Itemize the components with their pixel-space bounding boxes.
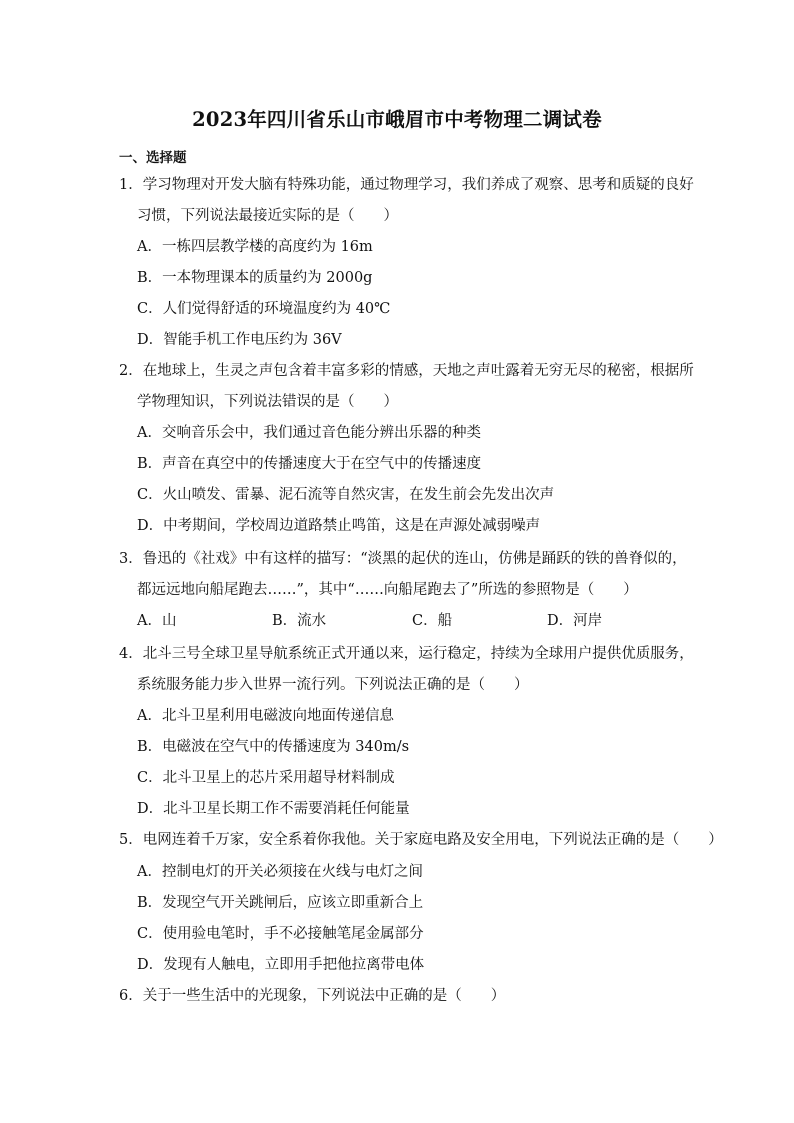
question-4-text-cont: 系统服务能力步入世界一流行列。下列说法正确的是（ ） — [137, 677, 529, 693]
question-5-option-b: B．发现空气开关跳闸后，应该立即重新合上 — [137, 895, 424, 911]
section-heading: 一、选择题 — [119, 150, 187, 166]
question-2-option-d: D．中考期间，学校周边道路禁止鸣笛，这是在声源处减弱噪声 — [137, 518, 541, 534]
question-6-text: 6．关于一些生活中的光现象，下列说法中正确的是（ ） — [119, 988, 506, 1004]
question-3-option-d: D．河岸 — [547, 613, 603, 629]
question-2-text: 2．在地球上，生灵之声包含着丰富多彩的情感，天地之声吐露着无穷无尽的秘密，根据所 — [119, 363, 694, 379]
question-4-option-a: A．北斗卫星利用电磁波向地面传递信息 — [137, 708, 394, 724]
question-4-option-c: C．北斗卫星上的芯片采用超导材料制成 — [137, 770, 395, 786]
question-2-option-b: B．声音在真空中的传播速度大于在空气中的传播速度 — [137, 456, 482, 472]
question-2-option-c: C．火山喷发、雷暴、泥石流等自然灾害，在发生前会先发出次声 — [137, 487, 555, 503]
question-1-text-cont: 习惯，下列说法最接近实际的是（ ） — [137, 208, 398, 224]
question-3-text-cont: 都远远地向船尾跑去……”，其中“……向船尾跑去了”所选的参照物是（ ） — [137, 582, 638, 598]
page-title: 2023年四川省乐山市峨眉市中考物理二调试卷 — [192, 108, 602, 131]
question-5-text: 5．电网连着千万家，安全系着你我他。关于家庭电路及安全用电，下列说法正确的是（ ） — [119, 832, 723, 848]
question-1-option-c: C．人们觉得舒适的环境温度约为 40℃ — [137, 301, 391, 317]
question-1-option-b: B．一本物理课本的质量约为 2000g — [137, 270, 373, 286]
question-3-text: 3．鲁迅的《社戏》中有这样的描写：“淡黑的起伏的连山，仿佛是踊跃的铁的兽脊似的， — [119, 551, 687, 567]
question-2-text-cont: 学物理知识，下列说法错误的是（ ） — [137, 394, 398, 410]
question-1-option-d: D．智能手机工作电压约为 36V — [137, 332, 342, 348]
question-5-option-a: A．控制电灯的开关必须接在火线与电灯之间 — [137, 864, 423, 880]
question-4-option-b: B．电磁波在空气中的传播速度为 340m/s — [137, 739, 410, 755]
question-4-option-d: D．北斗卫星长期工作不需要消耗任何能量 — [137, 801, 410, 817]
question-3-option-c: C．船 — [412, 613, 453, 629]
question-3-option-a: A．山 — [137, 613, 177, 629]
question-1-text: 1．学习物理对开发大脑有特殊功能，通过物理学习，我们养成了观察、思考和质疑的良好 — [119, 177, 694, 193]
question-3-option-b: B．流水 — [272, 613, 327, 629]
question-2-option-a: A．交响音乐会中，我们通过音色能分辨出乐器的种类 — [137, 425, 481, 441]
question-5-option-d: D．发现有人触电，立即用手把他拉离带电体 — [137, 957, 425, 973]
question-5-option-c: C．使用验电笔时，手不必接触笔尾金属部分 — [137, 926, 424, 942]
question-4-text: 4．北斗三号全球卫星导航系统正式开通以来，运行稳定，持续为全球用户提供优质服务， — [119, 646, 694, 662]
question-1-option-a: A．一栋四层教学楼的高度约为 16m — [137, 239, 373, 255]
